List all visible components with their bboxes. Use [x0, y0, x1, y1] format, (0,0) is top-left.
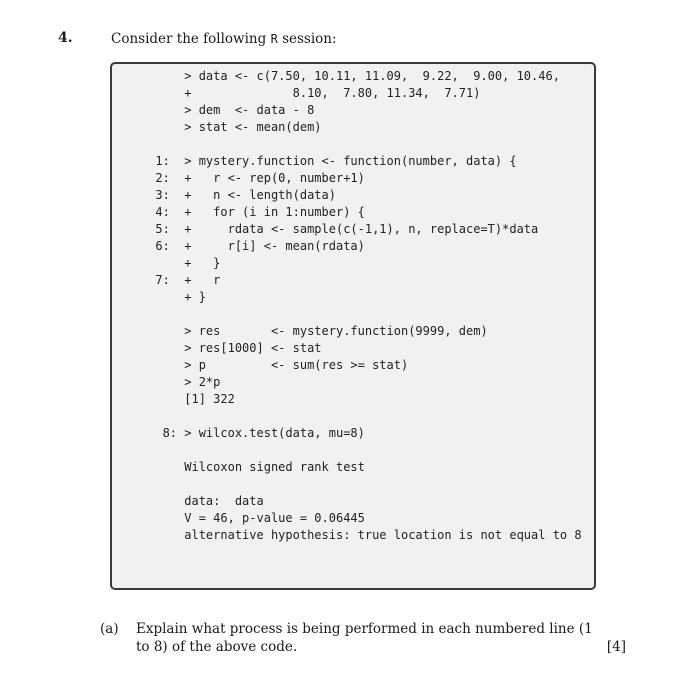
code-line: > res <- mystery.function(9999, dem)	[112, 324, 488, 338]
code-line: > stat <- mean(dem)	[112, 120, 322, 134]
code-line: Wilcoxon signed rank test	[112, 460, 365, 474]
code-line: data: data	[112, 494, 264, 508]
code-line: 5: + rdata <- sample(c(-1,1), n, replace=T)*data	[112, 222, 539, 236]
code-line: [1] 322	[112, 392, 235, 406]
code-line: 4: + for (i in 1:number) {	[112, 205, 365, 219]
code-line: > p <- sum(res >= stat)	[112, 358, 409, 372]
code-line: 1: > mystery.function <- function(number, data) {	[112, 154, 517, 168]
code-line: + }	[112, 256, 221, 270]
intro-text-after: session:	[277, 31, 337, 47]
code-line: + 8.10, 7.80, 11.34, 7.71)	[112, 86, 481, 100]
code-line: 8: > wilcox.test(data, mu=8)	[112, 426, 365, 440]
code-line: V = 46, p-value = 0.06445	[112, 511, 365, 525]
code-line: + }	[112, 290, 206, 304]
part-a-text: Explain what process is being performed in each numbered line (1 to 8) of the above code.	[136, 621, 593, 655]
code-line: 2: + r <- rep(0, number+1)	[112, 171, 365, 185]
code-line: > res[1000] <- stat	[112, 341, 322, 355]
question-intro	[111, 31, 337, 47]
intro-text-before: Consider the following	[111, 31, 271, 47]
code-line: > data <- c(7.50, 10.11, 11.09, 9.22, 9.00, 10.46,	[112, 69, 560, 83]
question-number: 4.	[58, 30, 73, 46]
r-session-code-box	[110, 62, 596, 590]
part-a-marks: [4]	[606, 639, 626, 655]
code-line: 6: + r[i] <- mean(rdata)	[112, 239, 365, 253]
code-line: 3: + n <- length(data)	[112, 188, 336, 202]
intro-r-keyword: R	[270, 32, 278, 46]
code-line: > dem <- data - 8	[112, 103, 315, 117]
code-line: 7: + r	[112, 273, 221, 287]
part-a-label: (a)	[100, 621, 119, 637]
code-line: > 2*p	[112, 375, 221, 389]
code-line: alternative hypothesis: true location is not equal to 8	[112, 528, 582, 542]
